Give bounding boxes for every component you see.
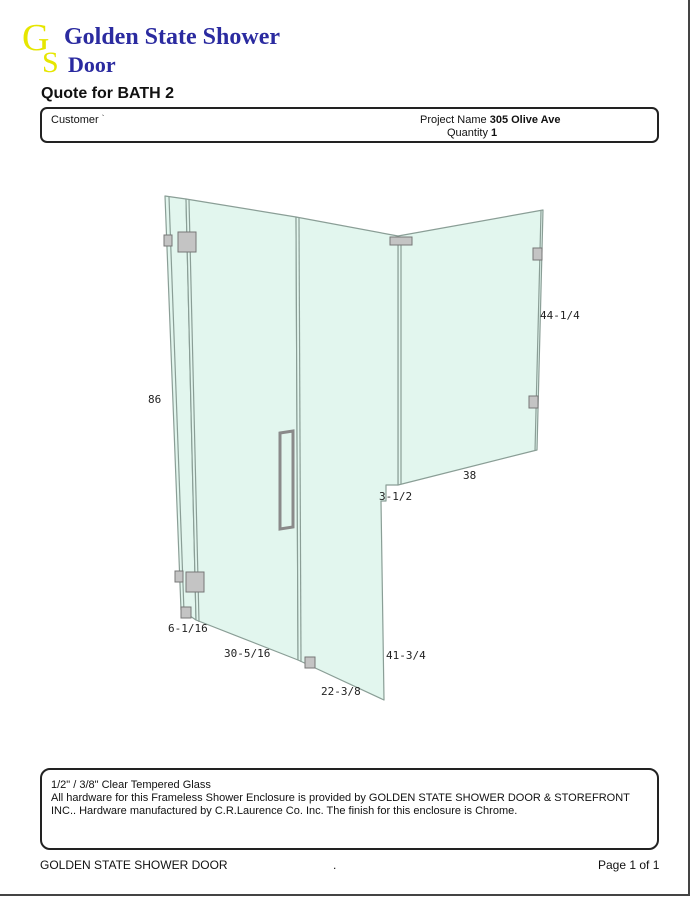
- dim-step: 3-1/2: [379, 490, 413, 503]
- dim-small-panel: 6-1/16: [168, 622, 208, 635]
- dim-base-panel: 22-3/8: [321, 685, 361, 698]
- customer-label: Customer: [51, 114, 99, 126]
- notes-box: [40, 768, 659, 850]
- project-value: 305 Olive Ave: [489, 114, 561, 126]
- floor-clip-left: [181, 607, 191, 618]
- dim-height: 86: [148, 393, 162, 406]
- bottom-hinge: [186, 572, 204, 592]
- dim-return-width: 38: [463, 469, 477, 482]
- hardware-note: All hardware for this Frameless Shower Enclosure is provided by GOLDEN STATE SHOWER DOOR & STOREFRONT INC.. Hardware manufactured by C.R.Laurence Co. Inc. The finish for this enclosure is Chrome.: [51, 792, 630, 817]
- bottom-hinge-plate: [175, 571, 183, 582]
- footer-company: GOLDEN STATE SHOWER DOOR: [40, 858, 228, 872]
- logo-line-2: Door: [68, 52, 116, 77]
- logo-letter-s: S: [42, 46, 59, 79]
- dim-return-height: 44-1/4: [540, 309, 580, 322]
- dim-lower-height: 41-3/4: [386, 649, 426, 662]
- logo-letter-g: G: [22, 17, 50, 59]
- customer-value: `: [101, 114, 105, 123]
- floor-clip-mid: [305, 657, 315, 668]
- quantity-value: 1: [491, 127, 498, 139]
- return-top-clip: [390, 237, 412, 245]
- return-right-clip-top: [533, 248, 542, 260]
- return-panel: [398, 210, 543, 485]
- top-hinge-plate: [164, 235, 172, 246]
- footer-center: .: [333, 858, 337, 872]
- top-hinge: [178, 232, 196, 252]
- logo-line-1: Golden State Shower: [64, 24, 280, 50]
- footer-page-number: Page 1 of 1: [598, 858, 660, 872]
- dim-door-width: 30-5/16: [224, 647, 271, 660]
- quantity-label: Quantity: [447, 127, 488, 139]
- glass-spec: 1/2" / 3/8" Clear Tempered Glass: [51, 779, 211, 791]
- return-right-clip-bottom: [529, 396, 538, 408]
- front-fixed-panel: [296, 217, 398, 700]
- quote-title: Quote for BATH 2: [41, 85, 175, 102]
- project-label: Project Name: [420, 114, 487, 126]
